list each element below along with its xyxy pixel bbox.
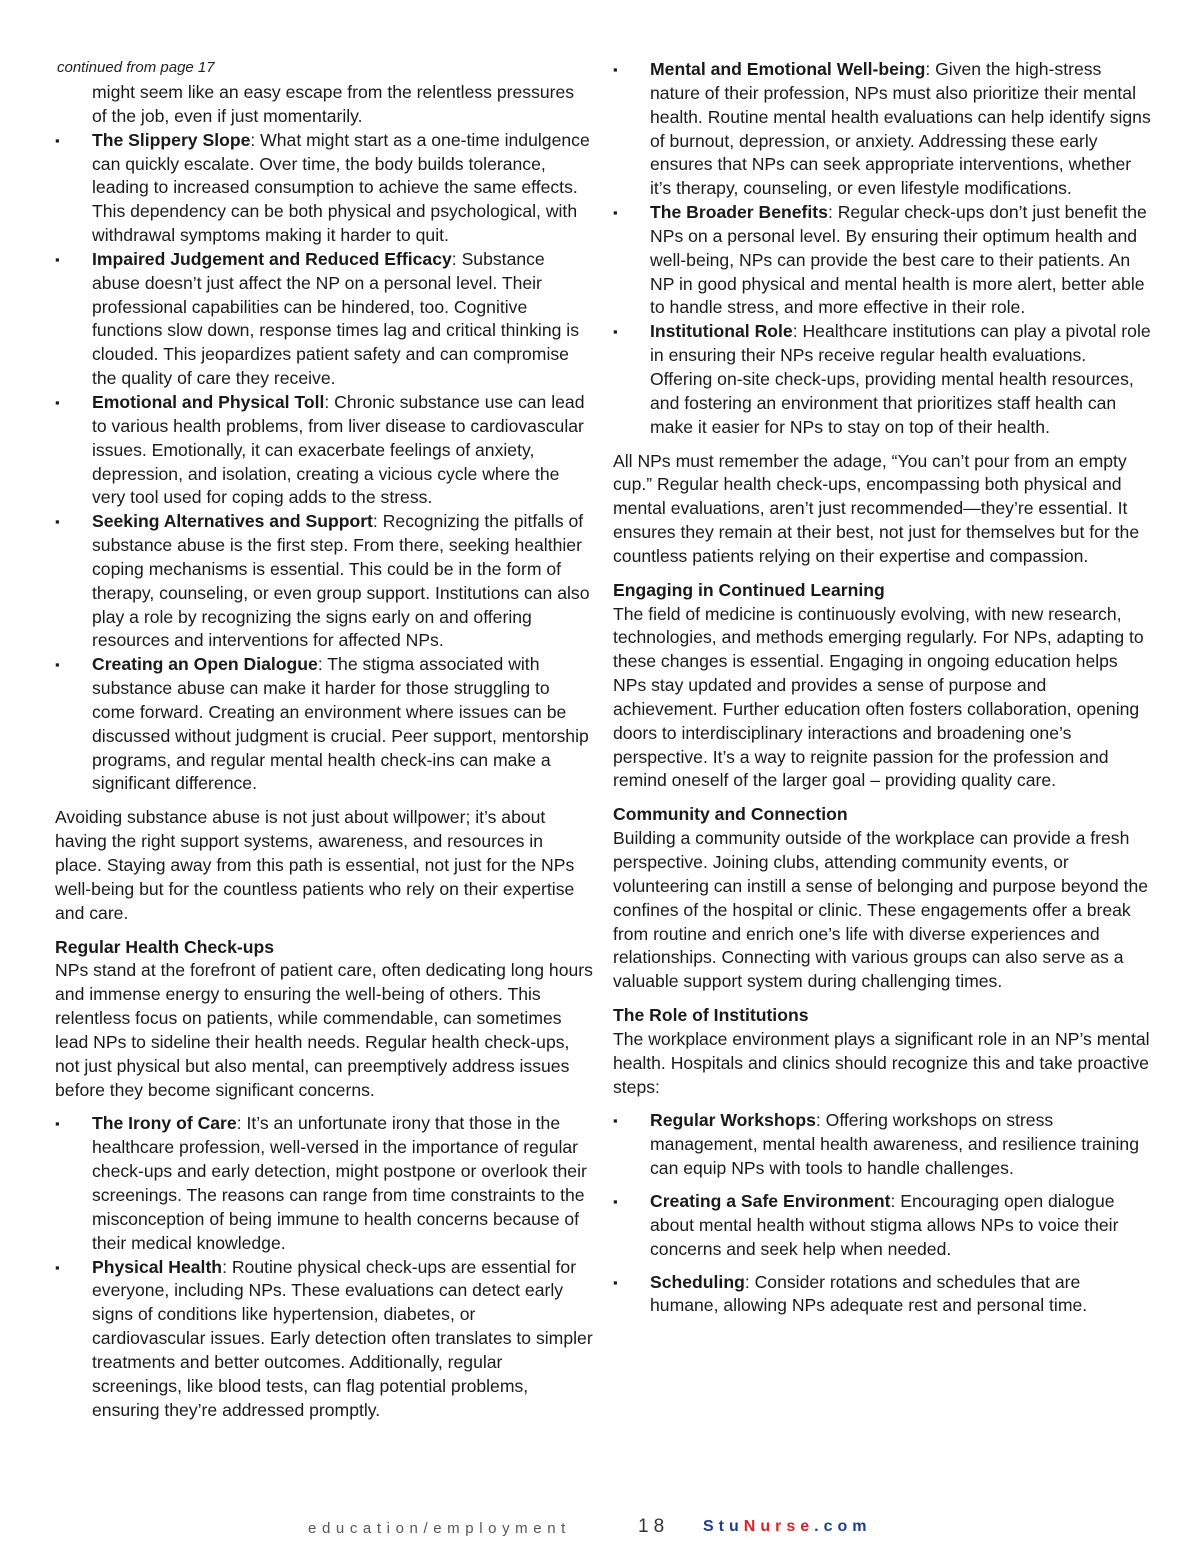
bullet-lead: Emotional and Physical Toll — [92, 391, 325, 412]
bullet-item — [55, 653, 593, 796]
bullet-lead: The Slippery Slope — [92, 129, 251, 150]
bullet-icon: ▪ — [613, 1113, 618, 1129]
heading-community-connection: Community and Connection — [613, 804, 848, 825]
bullet-text: : Consider rotations and schedules that are humane, allowing NPs adequate rest and personal time. — [650, 1271, 1088, 1316]
bullet-text: : Offering workshops on stress management, mental health awareness, and resilience training can equip NPs with tools to handle challenges. — [650, 1110, 1139, 1179]
bullet-icon: ▪ — [55, 1116, 60, 1132]
bullet-lead: Creating a Safe Environment — [650, 1190, 891, 1211]
bullet-item — [613, 1190, 1153, 1262]
bullet-item — [613, 201, 1153, 320]
wellbeing-bullet-list — [613, 58, 1153, 440]
bullet-text: : Healthcare institutions can play a pivotal role in ensuring their NPs receive regular health evaluations. Offering on-site check-ups, providing mental health resources, and fostering an environment that prioritizes staff health can make it easier for NPs to stay on top of their health. — [650, 321, 1151, 437]
bullet-item — [613, 1271, 1153, 1319]
bullet-lead: Scheduling — [650, 1271, 745, 1292]
bullet-icon: ▪ — [613, 324, 618, 340]
learning-paragraph: The field of medicine is continuously evolving, with new research, technologies, and methods emerging regularly. For NPs, adapting to these changes is essential. Engaging in ongoing education helps NPs stay updated and provides a sense of purpose and achievement. Further education often fosters collaboration, opening doors to interdisciplinary interactions and broadening one’s perspective. It’s a way to reignite passion for the profession and remind oneself of the larger goal – providing quality care. — [613, 603, 1144, 791]
bullet-icon: ▪ — [55, 657, 60, 673]
logo-nurse: Nurse — [743, 1518, 815, 1535]
institutions-bullet-list — [613, 1109, 1153, 1318]
logo-com: .com — [814, 1518, 872, 1535]
left-column — [55, 58, 593, 1432]
heading-role-of-institutions: The Role of Institutions — [613, 1005, 809, 1026]
bullet-icon: ▪ — [613, 205, 618, 221]
checkups-paragraph: NPs stand at the forefront of patient care, often dedicating long hours and immense energy to ensuring the well-being of others. This relentless focus on patients, while commendable, can sometimes lead NPs to sideline their health needs. Regular health check-ups, not just physical but also mental, can preemptively address issues before they become significant concerns. — [55, 960, 593, 1100]
bullet-item — [55, 248, 593, 391]
bullet-icon: ▪ — [613, 1193, 618, 1209]
bullet-lead: Regular Workshops — [650, 1110, 816, 1131]
bullet-text: : It’s an unfortunate irony that those in the healthcare profession, well-versed in the importance of regular check-ups and early detection, might postpone or overlook their screenings. The reasons can range from time constraints to the misconception of being immune to health concerns because of their medical knowledge. — [92, 1113, 587, 1253]
heading-continued-learning: Engaging in Continued Learning — [613, 579, 885, 600]
continued-note: continued from page 17 — [57, 59, 215, 76]
substance-bullet-list — [55, 129, 593, 797]
bullet-text: : Encouraging open dialogue about mental health without stigma allows NPs to voice their concerns and seek help when needed. — [650, 1190, 1119, 1259]
bullet-text: : What might start as a one-time indulgence can quickly escalate. Over time, the body builds tolerance, leading to increased consumption to achieve the same effects. This dependency can be both physical and psychological, with withdrawal symptoms making it harder to quit. — [92, 129, 590, 246]
bullet-icon: ▪ — [55, 1259, 60, 1275]
bullet-icon: ▪ — [613, 1274, 618, 1290]
substance-summary-paragraph: Avoiding substance abuse is not just about willpower; it’s about having the right support systems, awareness, and resources in place. Staying away from this path is essential, not just for the NPs well-being but for the countless patients who rely on their expertise and care. — [55, 807, 575, 923]
bullet-text: : Regular check-ups don’t just benefit the NPs on a personal level. By ensuring their optimum health and well-being, NPs can provide the best care to their patients. An NP in good physical and mental health is more alert, better able to handle stress, and more effective in their role. — [650, 202, 1147, 318]
bullet-icon: ▪ — [613, 62, 618, 77]
bullet-item — [55, 510, 593, 653]
bullet-item — [55, 1256, 593, 1423]
bullet-lead: Physical Health — [92, 1256, 223, 1277]
bullet-item — [613, 1109, 1153, 1181]
bullet-lead: Institutional Role — [650, 321, 793, 342]
bullet-text: : Substance abuse doesn’t just affect the NP on a personal level. Their professional capabilities can be hindered, too. Cognitive functions slow down, response times lag and critical thinking is clouded. This jeopardizes patient safety and can compromise the quality of care they receive. — [92, 248, 579, 389]
bullet-text: : Routine physical check-ups are essential for everyone, including NPs. These evaluations can detect early signs of conditions like hypertension, diabetes, or cardiovascular issues. Early detection often translates to simpler treatments and better outcomes. Additionally, regular screenings, like blood tests, can flag potential problems, ensuring they’re addressed promptly. — [92, 1256, 593, 1420]
right-column — [613, 58, 1153, 1328]
heading-regular-health-checkups: Regular Health Check-ups — [55, 936, 274, 957]
bullet-item — [613, 58, 1153, 201]
bullet-text: : Chronic substance use can lead to various health problems, from liver disease to cardiovascular issues. Emotionally, it can exacerbate feelings of anxiety, depression, and isolation, creating a vicious cycle where the very tool used for coping adds to the stress. — [92, 391, 585, 508]
bullet-icon: ▪ — [55, 251, 60, 267]
empty-cup-paragraph: All NPs must remember the adage, “You can’t pour from an empty cup.” Regular health check-ups, encompassing both physical and mental evaluations, aren’t just recommended—they’re essential. It ensures they remain at their best, not just for themselves but for the countless patients relying on their expertise and compassion. — [613, 450, 1140, 566]
bullet-lead: The Broader Benefits — [650, 202, 828, 223]
bullet-lead: The Irony of Care — [92, 1113, 237, 1134]
bullet-item — [55, 391, 593, 510]
bullet-icon: ▪ — [55, 132, 60, 148]
community-paragraph: Building a community outside of the workplace can provide a fresh perspective. Joining clubs, attending community events, or volunteering can instill a sense of belonging and purpose beyond the confines of the hospital or clinic. These engagements offer a break from routine and enrich one’s life with diverse experiences and relationships. Connecting with various groups can also serve as a valuable support system during challenging times. — [613, 828, 1149, 992]
institutions-paragraph: The workplace environment plays a significant role in an NP’s mental health. Hospitals and clinics should recognize this and take proactive steps: — [613, 1028, 1150, 1097]
bullet-text: : The stigma associated with substance abuse can make it harder for those struggling to come forward. Creating an environment where issues can be discussed without judgment is crucial. Peer support, mentorship programs, and regular mental health check-ins can make a significant difference. — [92, 654, 589, 794]
bullet-lead: Impaired Judgement and Reduced Efficacy — [92, 248, 452, 269]
logo-stu: Stu — [703, 1518, 744, 1535]
bullet-lead: Mental and Emotional Well-being — [650, 59, 926, 79]
bullet-icon: ▪ — [55, 394, 60, 410]
page-number: 18 — [638, 1516, 670, 1537]
bullet-lead: Creating an Open Dialogue — [92, 654, 318, 675]
bullet-item — [613, 320, 1153, 439]
intro-paragraph: might seem like an easy escape from the relentless pressures of the job, even if just momentarily. — [92, 82, 575, 126]
bullet-item — [55, 1112, 593, 1255]
stunurse-logo[interactable] — [703, 1518, 871, 1536]
bullet-icon: ▪ — [55, 514, 60, 530]
bullet-lead: Seeking Alternatives and Support — [92, 511, 373, 532]
footer-section-label: education/employment — [308, 1520, 571, 1537]
checkups-bullet-list — [55, 1112, 593, 1422]
bullet-item — [55, 129, 593, 248]
bullet-text: : Recognizing the pitfalls of substance abuse is the first step. From there, seeking healthier coping mechanisms is essential. This could be in the form of therapy, counseling, or even group support. Institutions can also play a role by recognizing the signs early on and offering resources and interventions for affected NPs. — [92, 511, 590, 651]
bullet-text: : Given the high-stress nature of their profession, NPs must also prioritize their mental health. Routine mental health evaluations can help identify signs of burnout, depression, or anxiety. Addressing these early ensures that NPs can seek appropriate interventions, whether it’s therapy, counseling, or even lifestyle modifications. — [650, 59, 1151, 199]
